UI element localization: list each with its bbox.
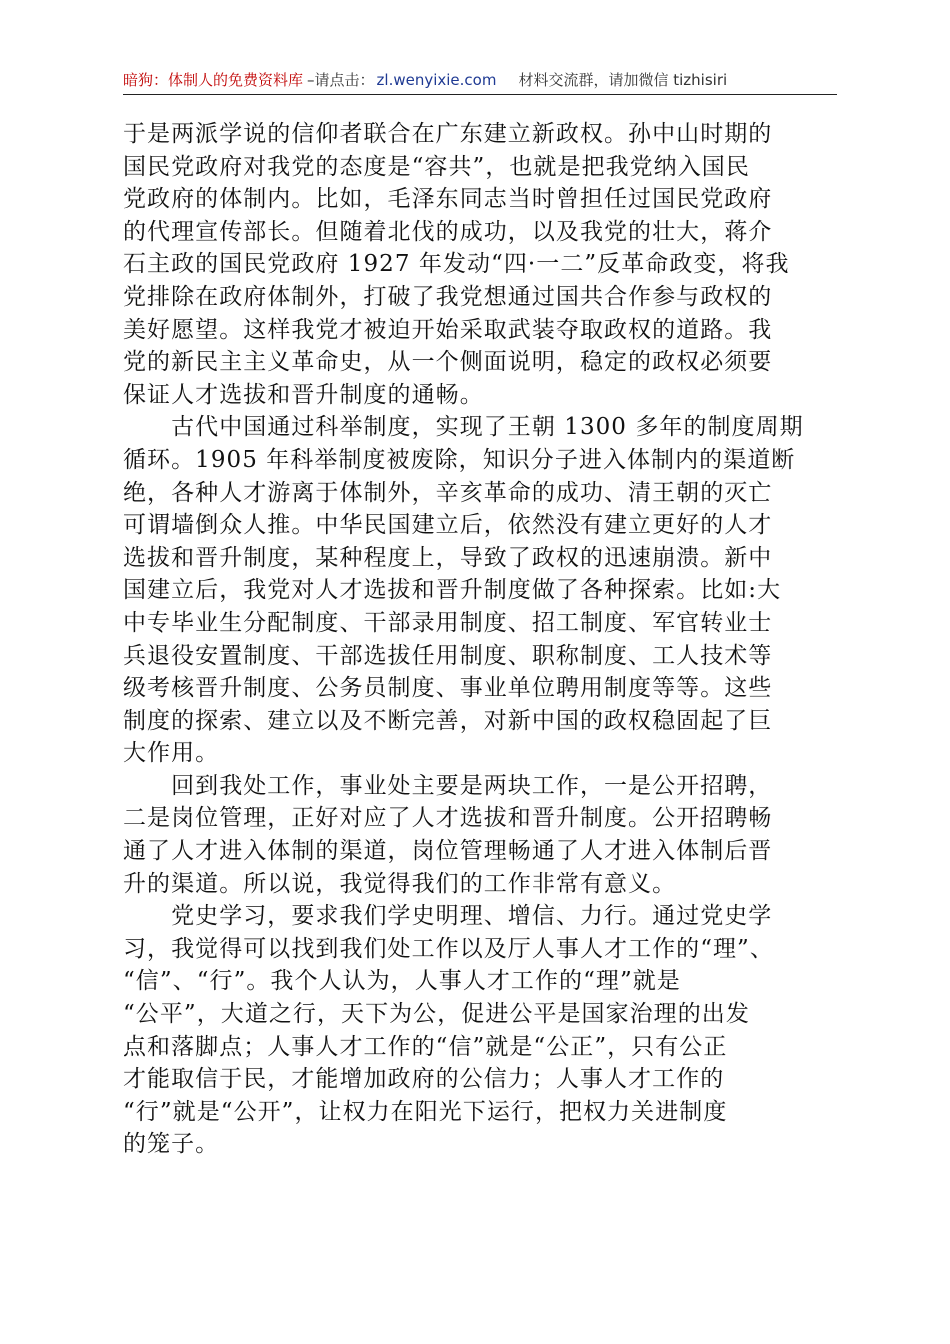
text-line: 点和落脚点；人事人才工作的“信”就是“公正”，只有公正 [123,1033,728,1060]
text-line: 中专毕业生分配制度、干部录用制度、招工制度、军官转业士 [123,609,773,636]
text-line: 党政府的体制内。比如，毛泽东同志当时曾担任过国民党政府 [123,186,773,213]
document-body [123,118,837,1161]
text-line: 党的新民主主义革命史，从一个侧面说明，稳定的政权必须要 [123,349,773,376]
text-line: 党排除在政府体制外，打破了我党想通过国共合作参与政权的 [123,283,773,310]
wechat-group-text: 材料交流群，请加微信 tizhisiri [518,71,728,89]
text-line: 通了人才进入体制的渠道，岗位管理畅通了人才进入体制后晋 [123,838,773,865]
text-line: 习，我觉得可以找到我们处工作以及厅人事人才工作的“理”、 [123,935,774,962]
text-line: 制度的探索、建立以及不断完善，对新中国的政权稳固起了巨 [123,707,773,734]
text-line: 二是岗位管理，正好对应了人才选拔和晋升制度。公开招聘畅 [123,805,773,832]
text-line: 回到我处工作，事业处主要是两块工作，一是公开招聘， [123,772,773,799]
site-name: 暗狗：体制人的免费资料库 [123,71,304,89]
text-line: 级考核晋升制度、公务员制度、事业单位聘用制度等等。这些 [123,675,773,702]
text-line: “信”、“行”。我个人认为，人事人才工作的“理”就是 [123,968,681,995]
text-line: 兵退役安置制度、干部选拔任用制度、职称制度、工人技术等 [123,642,773,669]
text-line: 可谓墙倒众人推。中华民国建立后，依然没有建立更好的人才 [123,512,773,539]
text-line: 的笼子。 [123,1131,220,1158]
text-line: 古代中国通过科举制度，实现了王朝 1300 多年的制度周期 [123,414,804,441]
text-line: 绝，各种人才游离于体制外，辛亥革命的成功、清王朝的灭亡 [123,479,773,506]
text-line: 升的渠道。所以说，我觉得我们的工作非常有意义。 [123,870,677,897]
text-line: “行”就是“公开”，让权力在阳光下运行，把权力关进制度 [123,1098,728,1125]
text-line: 大作用。 [123,740,220,767]
text-line: 国民党政府对我党的态度是“容共”，也就是把我党纳入国民 [123,153,750,180]
text-line: 党史学习，要求我们学史明理、增信、力行。通过党史学 [123,903,773,930]
text-line: 才能取信于民，才能增加政府的公信力；人事人才工作的 [123,1066,725,1093]
page-header [123,66,837,95]
text-line: 保证人才选拔和晋升制度的通畅。 [123,381,484,408]
text-line: 的代理宣传部长。但随着北伐的成功，以及我党的壮大，蒋介 [123,218,773,245]
text-line: 选拔和晋升制度，某种程度上，导致了政权的迅速崩溃。新中 [123,544,773,571]
site-url-link[interactable]: zl.wenyixie.com [376,71,497,89]
text-line: 循环。1905 年科举制度被废除，知识分子进入体制内的渠道断 [123,446,796,473]
text-line: 石主政的国民党政府 1927 年发动“四·一二”反革命政变，将我 [123,251,790,278]
text-line: “公平”，大道之行，天下为公，促进公平是国家治理的出发 [123,1001,750,1028]
click-prompt: –请点击： [307,71,375,89]
text-line: 国建立后，我党对人才选拔和晋升制度做了各种探索。比如:大 [123,577,782,604]
text-line: 于是两派学说的信仰者联合在广东建立新政权。孙中山时期的 [123,121,773,147]
text-line: 美好愿望。这样我党才被迫开始采取武装夺取政权的道路。我 [123,316,773,343]
